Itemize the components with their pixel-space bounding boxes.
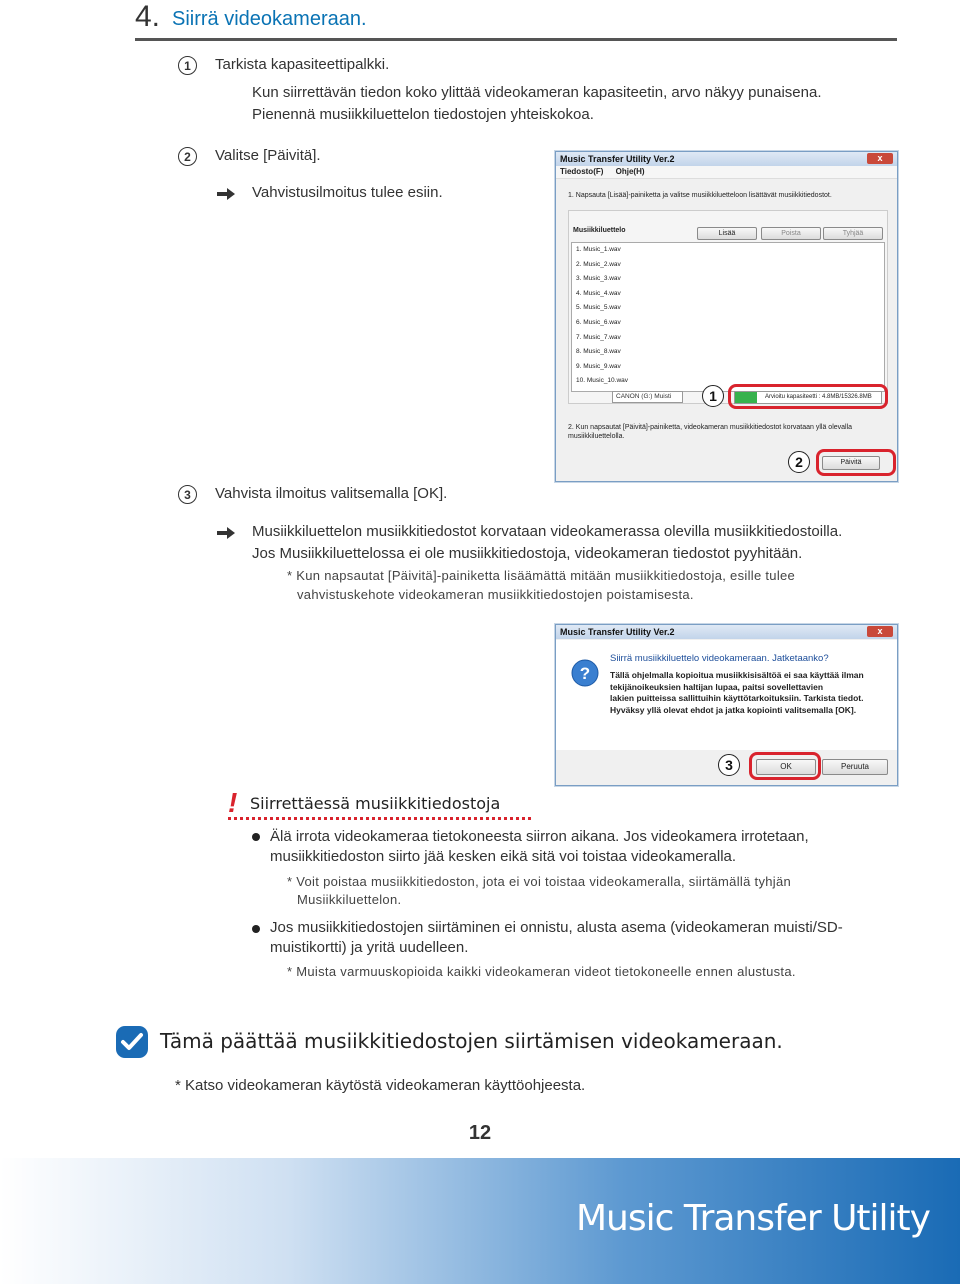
substep-3-note-line2: vahvistuskehote videokameran musiikkitiedostojen poistamisesta. [297, 587, 694, 602]
highlight-ok [749, 752, 821, 780]
add-button[interactable]: Lisää [697, 227, 757, 240]
callout-2: 2 [788, 451, 810, 473]
substep-3-note-line1: * Kun napsautat [Päivitä]-painiketta lisäämättä mitään musiikkitiedostoja, esille tulee [287, 568, 796, 583]
dialog-message-line: lakien puitteissa sallittuihin käyttötarkoituksiin. Tarkista tiedot. [610, 693, 864, 703]
menu-help[interactable]: Ohje(H) [615, 167, 645, 176]
dialog-message-line: Hyväksy yllä olevat ehdot ja jatka kopiointi valitsemalla [OK]. [610, 704, 857, 715]
main-window-screenshot [555, 151, 898, 482]
result-arrow-icon [217, 188, 235, 200]
highlight-capacity [728, 384, 888, 409]
step-number: 4. [135, 0, 161, 33]
substep-1-detail-line2: Pienennä musiikkiluettelon tiedostojen yhteiskokoa. [252, 106, 594, 123]
footnote: * Katso videokameran käytöstä videokameran käyttöohjeesta. [175, 1077, 586, 1094]
dialog-titlebar [556, 625, 897, 639]
result-arrow-icon [217, 527, 235, 539]
svg-text:?: ? [579, 664, 591, 683]
bullet-icon [252, 925, 260, 933]
music-list-panel [568, 210, 888, 404]
footer-brand: Music Transfer Utility [576, 1198, 930, 1239]
list-label: Musiikkiluettelo [573, 227, 626, 234]
delete-button[interactable]: Poista [761, 227, 821, 240]
substep-2-number: 2 [178, 147, 197, 166]
list-item[interactable]: 4. Music_4.wav [576, 289, 621, 297]
ok-button[interactable]: OK [756, 759, 816, 775]
substep-3-label: Vahvista ilmoitus valitsemalla [OK]. [215, 485, 448, 502]
instruction-1: 1. Napsauta [Lisää]-painiketta ja valitse musiikkiluetteloon lisättävät musiikkitiedostot. [568, 192, 832, 199]
list-item[interactable]: 3. Music_3.wav [576, 275, 621, 283]
window-titlebar [556, 152, 897, 166]
list-item[interactable]: 8. Music_8.wav [576, 348, 621, 356]
confirm-dialog-screenshot [555, 624, 898, 786]
menu-file[interactable]: Tiedosto(F) [560, 167, 604, 176]
substep-1-label: Tarkista kapasiteettipalkki. [215, 56, 390, 73]
substep-1-number: 1 [178, 56, 197, 75]
list-item[interactable]: 6. Music_6.wav [576, 318, 621, 326]
warning-bullet-1-line1: Älä irrota videokameraa tietokoneesta siirron aikana. Jos videokamera irrotetaan, [270, 828, 809, 845]
checkmark-icon [114, 1024, 150, 1060]
list-item[interactable]: 10. Music_10.wav [576, 377, 629, 385]
substep-2-result: Vahvistusilmoitus tulee esiin. [252, 184, 443, 201]
substep-3-result-line2: Jos Musiikkiluettelossa ei ole musiikkitiedostoja, videokameran tiedostot pyyhitään. [252, 545, 803, 562]
list-item[interactable]: 1. Music_1.wav [576, 246, 621, 253]
dialog-close-button[interactable]: x [867, 626, 893, 637]
list-item[interactable]: 7. Music_7.wav [576, 333, 621, 341]
update-button[interactable]: Päivitä [822, 456, 880, 470]
dialog-message-line: tekijänoikeuksien haltijan lupaa, paitsi sovellettavien [610, 681, 824, 692]
list-item[interactable]: 2. Music_2.wav [576, 260, 621, 268]
warning-title: Siirrettäessä musiikkitiedostoja [250, 794, 501, 813]
step-title: Siirrä videokameraan. [172, 8, 367, 30]
instruction-2-line1: 2. Kun napsautat [Päivitä]-painiketta, videokameran musiikkitiedostot korvataan yllä olevalla [568, 424, 853, 431]
warning-note-1-line1: * Voit poistaa musiikkitiedoston, jota ei voi toistaa videokameralla, siirtämällä tyhjän [287, 874, 792, 889]
substep-2-label: Valitse [Päivitä]. [215, 147, 321, 164]
warning-note-2: * Muista varmuuskopioida kaikki videokameran videot tietokoneelle ennen alustusta. [287, 964, 796, 979]
clear-button[interactable]: Tyhjää [823, 227, 883, 240]
callout-1: 1 [702, 385, 724, 407]
menu-bar [556, 166, 897, 179]
callout-3: 3 [718, 754, 740, 776]
dialog-body [556, 640, 897, 750]
window-title: Music Transfer Utility Ver.2 [560, 154, 675, 164]
cancel-button[interactable]: Peruuta [822, 759, 888, 775]
dialog-message-line: Tällä ohjelmalla kopioitua musiikkisisältöä ei saa käyttää ilman [610, 670, 864, 680]
instruction-2-line2: musiikkiluettelolla. [568, 433, 625, 440]
question-icon [570, 658, 600, 688]
completion-message: Tämä päättää musiikkitiedostojen siirtämisen videokameraan. [160, 1029, 783, 1053]
bullet-icon [252, 833, 260, 841]
substep-3-number: 3 [178, 485, 197, 504]
substep-3-result-line1: Musiikkiluettelon musiikkitiedostot korvataan videokamerassa olevilla musiikkitiedostoilla. [252, 523, 843, 540]
warning-note-1-line2: Musiikkiluettelon. [297, 892, 402, 907]
close-button[interactable]: x [867, 153, 893, 164]
list-item[interactable]: 9. Music_9.wav [576, 362, 621, 370]
dialog-title: Music Transfer Utility Ver.2 [560, 627, 675, 637]
warning-underline [228, 817, 531, 820]
dialog-question: Siirrä musiikkiluettelo videokameraan. Jatketaanko? [610, 653, 829, 664]
capacity-text: Arvioitu kapasiteetti : 4.8MB/15326.8MB [765, 394, 872, 400]
dialog-message [610, 670, 864, 716]
warning-mark: ! [228, 787, 238, 818]
highlight-update [816, 449, 896, 476]
music-file-list[interactable] [571, 242, 885, 392]
warning-bullet-2-line2: muistikortti) ja yritä uudelleen. [270, 939, 469, 956]
list-item[interactable]: 5. Music_5.wav [576, 304, 621, 312]
page-number: 12 [468, 1122, 492, 1144]
warning-bullet-2-line1: Jos musiikkitiedostojen siirtäminen ei onnistu, alusta asema (videokameran muisti/SD- [270, 919, 843, 936]
warning-bullet-1-line2: musiikkitiedoston siirto jää kesken eikä sitä voi toistaa videokameralla. [270, 848, 737, 865]
header-rule [135, 38, 897, 41]
substep-1-detail-line1: Kun siirrettävän tiedon koko ylittää videokameran kapasiteetin, arvo näkyy punaisena. [252, 84, 822, 101]
device-select[interactable]: CANON (G:) Muisti [612, 391, 683, 403]
